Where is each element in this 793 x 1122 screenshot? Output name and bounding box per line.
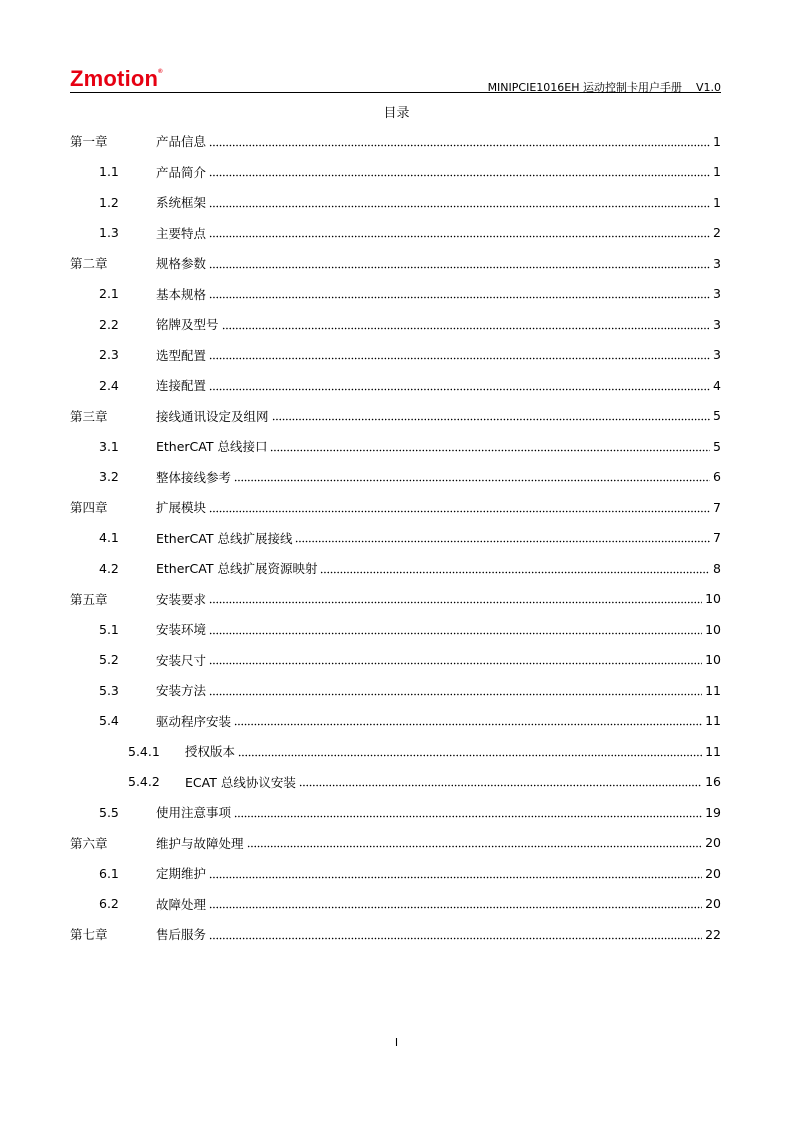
toc-entry[interactable] [70, 706, 721, 737]
toc-entry-page: 5 [713, 408, 721, 424]
header-divider [70, 92, 721, 93]
toc-entry[interactable] [70, 736, 721, 767]
toc-leader-dots [295, 540, 710, 543]
zmotion-logo [70, 66, 163, 92]
toc-entry[interactable] [70, 187, 721, 218]
toc-entry[interactable] [70, 584, 721, 615]
toc-entry-title: 安装方法 [156, 683, 207, 699]
toc-entry-title: 接线通讯设定及组网 [156, 408, 269, 424]
toc-entry-page: 3 [713, 286, 721, 302]
toc-entry-title: 维护与故障处理 [156, 835, 244, 851]
toc-leader-dots [209, 937, 702, 940]
toc-entry[interactable] [70, 645, 721, 676]
toc-entry-page: 7 [713, 530, 721, 546]
toc-entry-page: 1 [713, 164, 721, 180]
toc-entry-number: 1.3 [99, 225, 119, 241]
toc-entry-title: 售后服务 [156, 927, 207, 943]
toc-leader-dots [272, 418, 711, 421]
toc-entry-title: 故障处理 [156, 896, 207, 912]
toc-entry-number: 5.5 [99, 804, 119, 820]
toc-leader-dots [209, 235, 710, 238]
toc-entry-page: 20 [705, 896, 721, 912]
toc-entry[interactable] [70, 858, 721, 889]
toc-entry-page: 3 [713, 255, 721, 271]
toc-entry-number: 5.3 [99, 682, 119, 698]
toc-leader-dots [320, 571, 710, 574]
toc-leader-dots [238, 754, 702, 757]
toc-entry[interactable] [70, 157, 721, 188]
toc-entry[interactable] [70, 797, 721, 828]
toc-entry[interactable] [70, 279, 721, 310]
toc-entry-number: 第三章 [70, 408, 108, 424]
toc-entry-page: 2 [713, 225, 721, 241]
toc-entry-page: 5 [713, 438, 721, 454]
toc-entry-page: 4 [713, 377, 721, 393]
toc-entry-number: 3.1 [99, 438, 119, 454]
toc-entry-title: 安装环境 [156, 622, 207, 638]
toc-entry-number: 5.4.2 [128, 774, 160, 790]
toc-entry[interactable] [70, 675, 721, 706]
toc-entry-number: 4.1 [99, 530, 119, 546]
toc-entry-page: 22 [705, 926, 721, 942]
toc-entry[interactable] [70, 523, 721, 554]
toc-entry-page: 1 [713, 194, 721, 210]
toc-entry-page: 10 [705, 591, 721, 607]
toc-leader-dots [209, 296, 710, 299]
toc-entry[interactable] [70, 614, 721, 645]
toc-entry-number: 第四章 [70, 500, 108, 516]
toc-entry-number: 6.2 [99, 896, 119, 912]
toc-entry-page: 1 [713, 133, 721, 149]
toc-leader-dots [209, 906, 702, 909]
toc-entry-page: 3 [713, 316, 721, 332]
toc-entry-title: 选型配置 [156, 347, 207, 363]
toc-leader-dots [234, 815, 702, 818]
toc-leader-dots [299, 784, 702, 787]
toc-entry[interactable] [70, 889, 721, 920]
toc-entry[interactable] [70, 370, 721, 401]
toc-entry-number: 第七章 [70, 927, 108, 943]
toc-entry-title: 产品简介 [156, 164, 207, 180]
toc-entry-title: ECAT 总线协议安装 [185, 774, 296, 790]
toc-entry[interactable] [70, 126, 721, 157]
toc-entry-title: 整体接线参考 [156, 469, 232, 485]
toc-entry[interactable] [70, 828, 721, 859]
toc-entry-page: 11 [705, 743, 721, 759]
toc-entry-title: 使用注意事项 [156, 805, 232, 821]
toc-entry-page: 10 [705, 652, 721, 668]
toc-entry-page: 3 [713, 347, 721, 363]
toc-entry-title: 连接配置 [156, 378, 207, 394]
toc-entry[interactable] [70, 553, 721, 584]
toc-entry-number: 6.1 [99, 865, 119, 881]
toc-entry-title: 主要特点 [156, 225, 207, 241]
toc-leader-dots [209, 266, 710, 269]
toc-entry-number: 5.4.1 [128, 743, 160, 759]
toc-entry-title: 驱动程序安装 [156, 713, 232, 729]
toc-leader-dots [234, 479, 710, 482]
toc-entry-number: 1.2 [99, 194, 119, 210]
registered-mark: ® [158, 69, 163, 75]
toc-leader-dots [209, 144, 710, 147]
toc-entry[interactable] [70, 431, 721, 462]
toc-entry[interactable] [70, 919, 721, 950]
toc-entry-number: 第二章 [70, 256, 108, 272]
toc-entry-title: EtherCAT 总线扩展接线 [156, 530, 293, 546]
toc-entry[interactable] [70, 309, 721, 340]
toc-heading: 目录 [383, 106, 410, 121]
toc-entry-page: 10 [705, 621, 721, 637]
toc-entry-title: EtherCAT 总线接口 [156, 439, 268, 455]
toc-entry-title: 产品信息 [156, 134, 207, 150]
page-number: I [394, 1036, 399, 1049]
toc-entry-title: EtherCAT 总线扩展资源映射 [156, 561, 318, 577]
toc-entry[interactable] [70, 248, 721, 279]
toc-entry-number: 5.4 [99, 713, 119, 729]
toc-leader-dots [209, 205, 710, 208]
toc-entry-page: 20 [705, 865, 721, 881]
table-of-contents [70, 126, 721, 950]
toc-entry-title: 规格参数 [156, 256, 207, 272]
toc-entry-title: 系统框架 [156, 195, 207, 211]
toc-entry[interactable] [70, 492, 721, 523]
toc-entry-number: 第一章 [70, 134, 108, 150]
toc-entry[interactable] [70, 340, 721, 371]
toc-entry-number: 2.3 [99, 347, 119, 363]
toc-entry-title: 授权版本 [185, 744, 236, 760]
toc-leader-dots [270, 449, 710, 452]
toc-entry-title: 安装要求 [156, 591, 207, 607]
toc-entry-page: 11 [705, 682, 721, 698]
toc-entry-number: 2.1 [99, 286, 119, 302]
logo-text: Zmotion [70, 66, 159, 91]
toc-entry-number: 2.4 [99, 377, 119, 393]
toc-entry[interactable] [70, 767, 721, 798]
toc-entry[interactable] [70, 218, 721, 249]
toc-leader-dots [247, 845, 703, 848]
toc-entry-title: 安装尺寸 [156, 652, 207, 668]
toc-entry-page: 11 [705, 713, 721, 729]
toc-leader-dots [222, 327, 711, 330]
toc-entry[interactable] [70, 401, 721, 432]
toc-entry-page: 20 [705, 835, 721, 851]
toc-entry-number: 2.2 [99, 316, 119, 332]
toc-leader-dots [209, 174, 710, 177]
toc-entry-page: 16 [705, 774, 721, 790]
toc-entry-page: 8 [713, 560, 721, 576]
toc-entry-title: 铭牌及型号 [156, 317, 219, 333]
toc-leader-dots [209, 693, 702, 696]
document-header-title: MINIPCIE1016EH 运动控制卡用户手册 V1.0 [487, 81, 721, 94]
toc-entry-page: 19 [705, 804, 721, 820]
toc-entry-number: 5.2 [99, 652, 119, 668]
toc-entry-page: 7 [713, 499, 721, 515]
toc-entry-number: 1.1 [99, 164, 119, 180]
toc-leader-dots [209, 388, 710, 391]
toc-leader-dots [209, 510, 710, 513]
toc-entry-number: 第六章 [70, 835, 108, 851]
toc-entry-number: 3.2 [99, 469, 119, 485]
toc-entry-number: 4.2 [99, 560, 119, 576]
toc-entry[interactable] [70, 462, 721, 493]
toc-leader-dots [209, 632, 702, 635]
toc-entry-page: 6 [713, 469, 721, 485]
toc-leader-dots [209, 876, 702, 879]
toc-leader-dots [209, 601, 702, 604]
toc-entry-title: 基本规格 [156, 286, 207, 302]
toc-entry-title: 扩展模块 [156, 500, 207, 516]
toc-leader-dots [234, 723, 702, 726]
toc-entry-number: 第五章 [70, 591, 108, 607]
toc-entry-title: 定期维护 [156, 866, 207, 882]
toc-leader-dots [209, 662, 702, 665]
toc-entry-number: 5.1 [99, 621, 119, 637]
toc-leader-dots [209, 357, 710, 360]
